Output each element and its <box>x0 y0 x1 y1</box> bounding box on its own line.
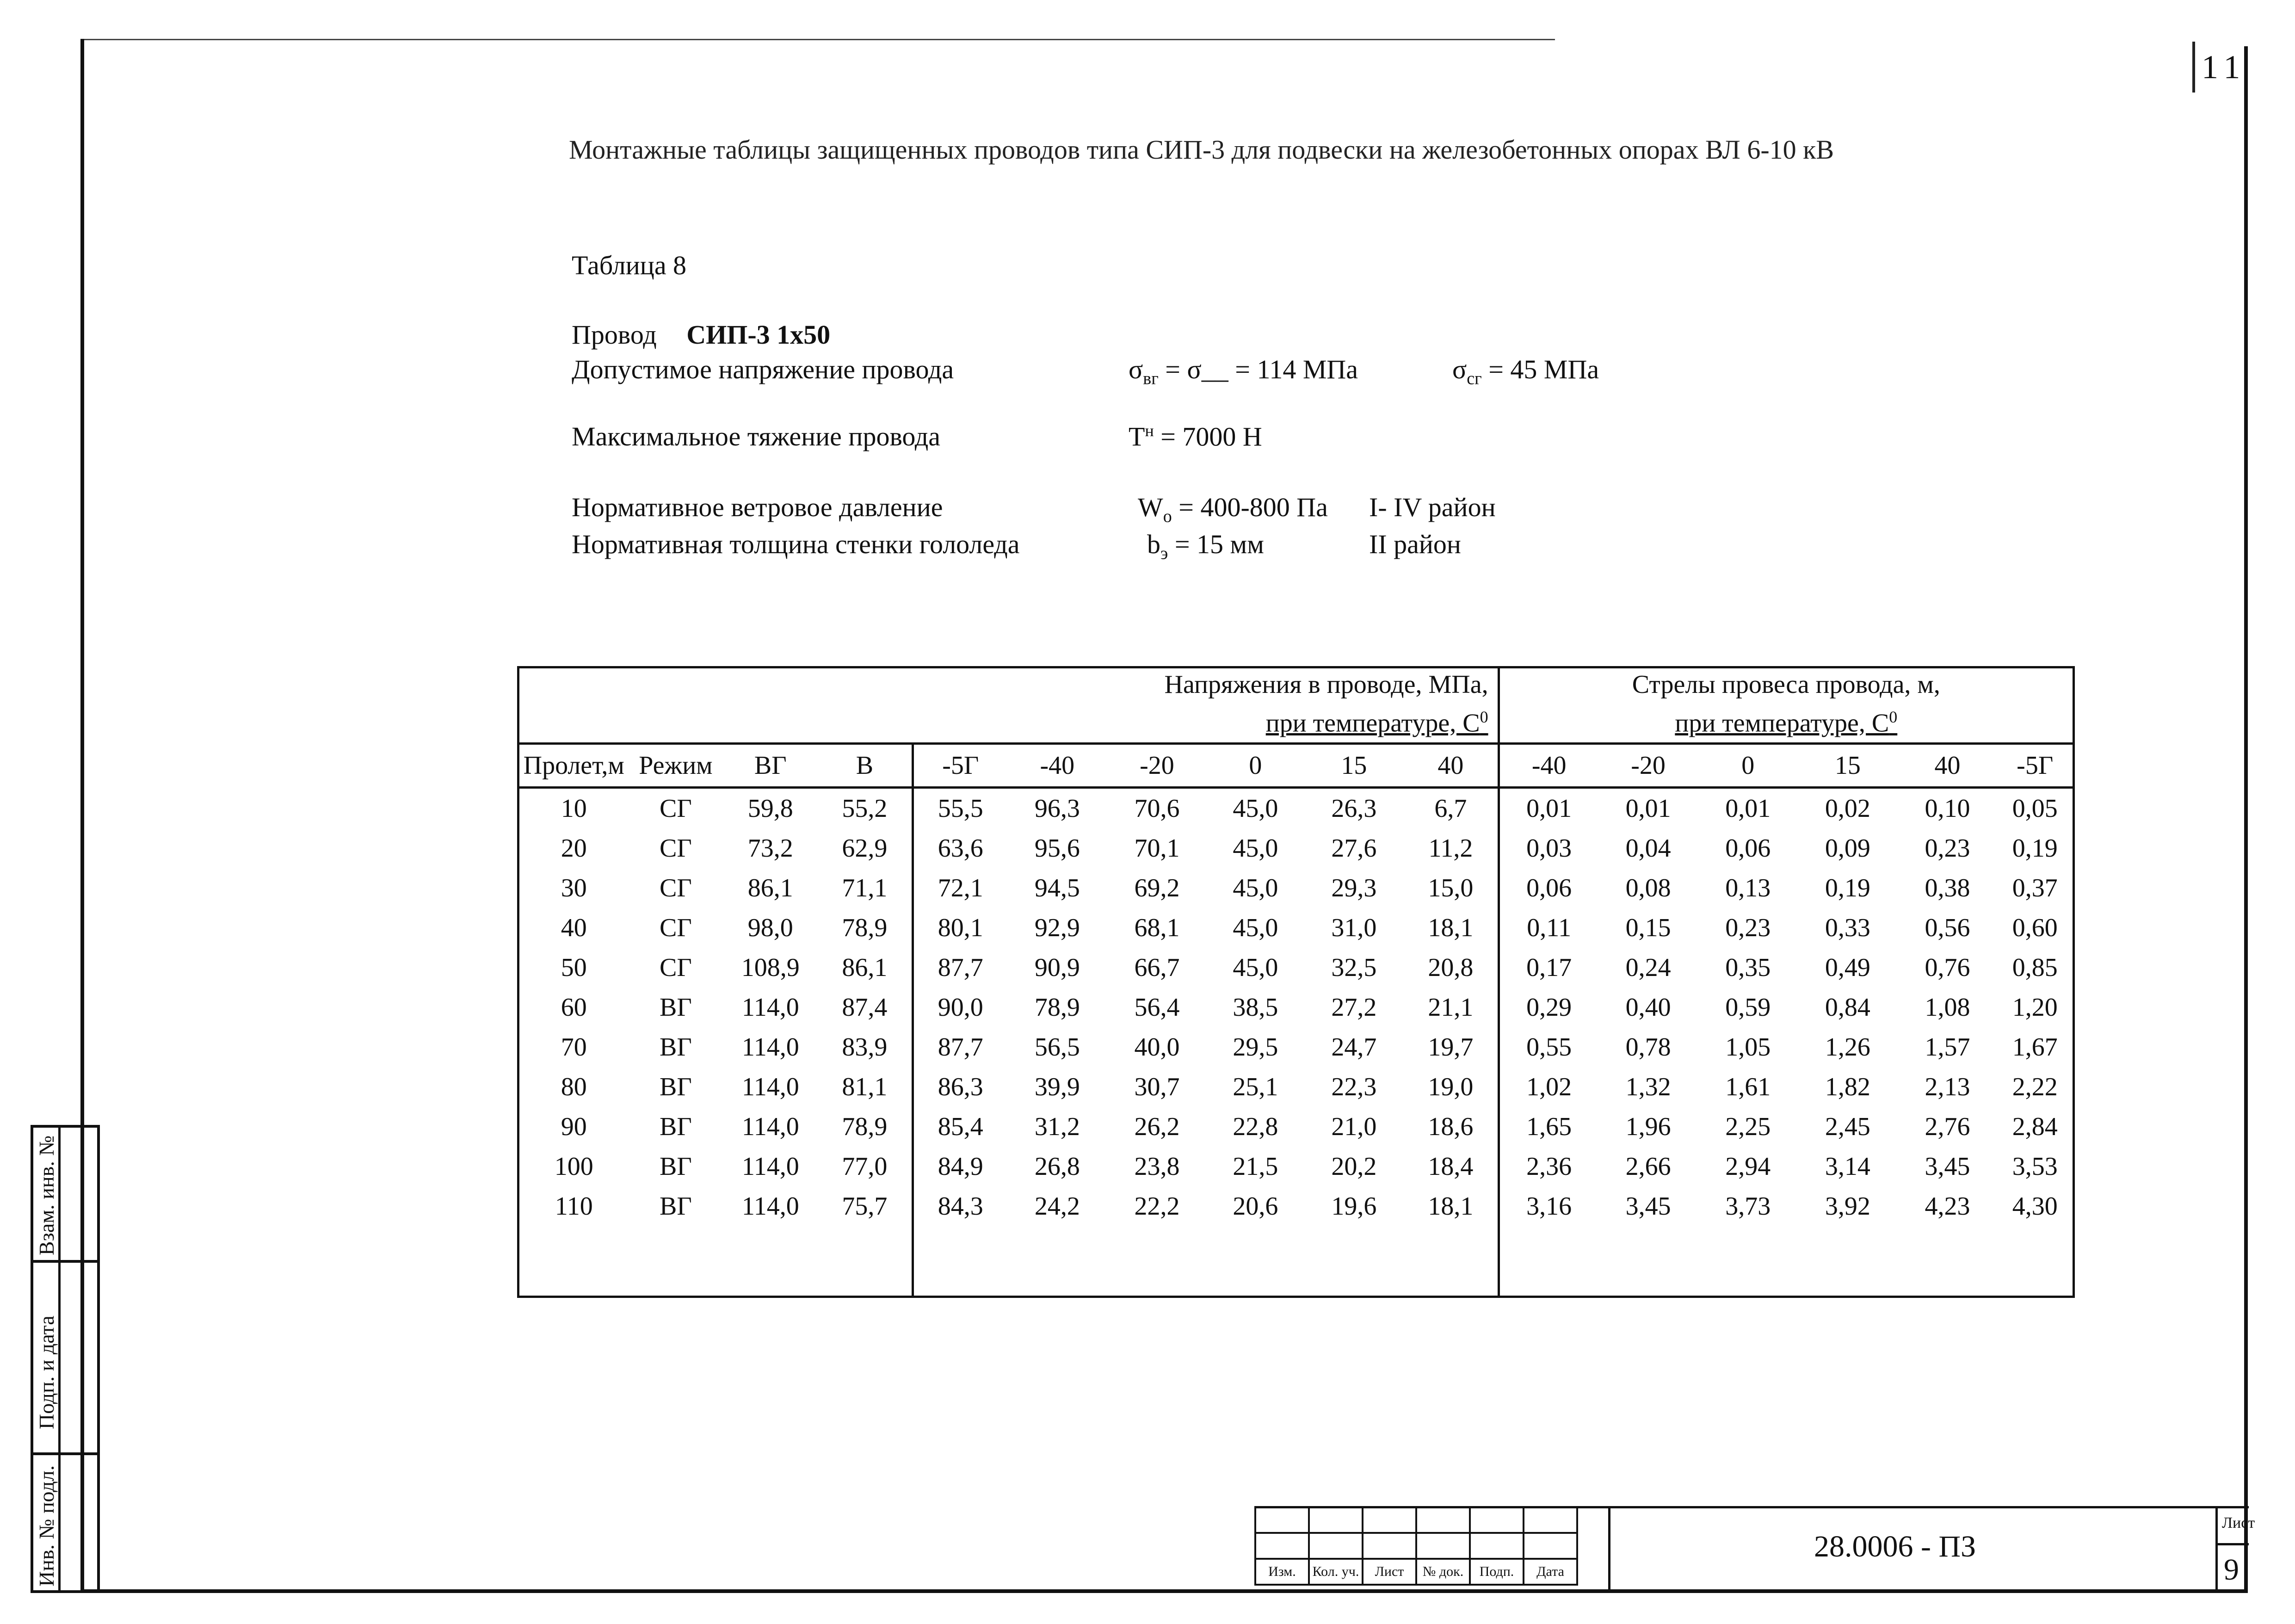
table-row <box>518 1107 2074 1147</box>
table-cell: 3,14 <box>1825 1152 1870 1181</box>
table-cell: 0,23 <box>1925 834 1970 863</box>
table-cell: 0,01 <box>1625 794 1671 823</box>
table-cell: 19,0 <box>1404 1067 1499 1107</box>
table-cell: 45,0 <box>1233 873 1278 902</box>
table-cell: 22,2 <box>1134 1192 1180 1221</box>
table-cell: 1,08 <box>1925 993 1970 1022</box>
table-cell: 0,23 <box>1725 913 1771 942</box>
table-cell: 0,06 <box>1725 834 1771 863</box>
table-cell: 0,59 <box>1725 993 1771 1022</box>
table-cell: 0,85 <box>1997 948 2073 988</box>
table-row <box>518 1027 2074 1067</box>
table-cell: 86,3 <box>938 1072 983 1101</box>
table-cell: 70,1 <box>1134 834 1180 863</box>
table-number: Таблица 8 <box>572 250 687 280</box>
table-cell: 45,0 <box>1233 834 1278 863</box>
table-cell: 69,2 <box>1134 873 1180 902</box>
table-cell: 71,1 <box>818 868 913 908</box>
table-cell: ВГ <box>660 1112 692 1141</box>
table-cell: ВГ <box>660 1072 692 1101</box>
table-cell: 1,82 <box>1825 1072 1870 1101</box>
table-cell: 1,61 <box>1725 1072 1771 1101</box>
header-sag-m5g: -5Г <box>1997 743 2073 787</box>
wind-value: $W_o = 400-800$ Па <box>1138 492 1328 526</box>
table-cell: 70 <box>518 1027 629 1067</box>
table-cell: 21,5 <box>1233 1152 1278 1181</box>
document-title: Монтажные таблицы защищенных проводов типа СИП-3 для подвески на железобетонных опорах ВЛ 6-10 кВ <box>569 135 1834 165</box>
table-cell: 55,2 <box>818 787 913 828</box>
header-stress-0: 0 <box>1207 743 1304 787</box>
table-cell: 0,06 <box>1526 873 1572 902</box>
table-cell: 4,23 <box>1925 1192 1970 1221</box>
table-cell: 87,7 <box>938 1032 983 1062</box>
table-cell: 50 <box>518 948 629 988</box>
table-cell: 0,05 <box>1997 787 2073 828</box>
rev-col-date: Дата <box>1524 1559 1577 1585</box>
table-cell: 2,66 <box>1625 1152 1671 1181</box>
table-cell: 1,96 <box>1625 1112 1671 1141</box>
table-cell: 40,0 <box>1134 1032 1180 1062</box>
table-cell: 1,65 <box>1526 1112 1572 1141</box>
table-cell: 3,45 <box>1925 1152 1970 1181</box>
table-cell: 62,9 <box>818 828 913 868</box>
table-cell: СГ <box>660 913 692 942</box>
table-cell: 0,13 <box>1725 873 1771 902</box>
table-cell: 18,1 <box>1404 908 1499 948</box>
table-cell: 1,67 <box>1997 1027 2073 1067</box>
table-cell: 83,9 <box>818 1027 913 1067</box>
table-cell: 3,45 <box>1625 1192 1671 1221</box>
table-row <box>518 1147 2074 1186</box>
table-cell: 77,0 <box>818 1147 913 1186</box>
table-cell: 2,25 <box>1725 1112 1771 1141</box>
wind-label: Нормативное ветровое давление <box>572 492 943 522</box>
title-block <box>1254 1506 2255 1593</box>
table-cell: 98,0 <box>747 913 793 942</box>
table-row <box>518 948 2074 988</box>
table-cell: 0,84 <box>1825 993 1870 1022</box>
table-cell: 96,3 <box>1034 794 1080 823</box>
table-cell: 2,13 <box>1925 1072 1970 1101</box>
table-cell: 19,7 <box>1404 1027 1499 1067</box>
table-cell: 0,11 <box>1527 913 1572 942</box>
sheet-cell-divider <box>2215 1543 2249 1545</box>
table-cell: 31,0 <box>1331 913 1377 942</box>
table-cell: 68,1 <box>1134 913 1180 942</box>
table-cell: 56,5 <box>1034 1032 1080 1062</box>
allowed-stress-a: $\sigma_{вг}$ = σ__ = 114 МПа <box>1129 354 1358 389</box>
table-cell: 1,05 <box>1725 1032 1771 1062</box>
table-cell: 20,6 <box>1233 1192 1278 1221</box>
wire-label: Провод <box>572 320 657 350</box>
table-cell: 29,5 <box>1233 1032 1278 1062</box>
table-cell: 26,2 <box>1134 1112 1180 1141</box>
sign-date-label: Подп. и дата <box>35 1315 58 1429</box>
table-cell: 24,2 <box>1034 1192 1080 1221</box>
table-cell: 1,32 <box>1625 1072 1671 1101</box>
ice-region: II район <box>1369 529 1461 559</box>
table-cell: 0,17 <box>1526 953 1572 982</box>
table-cell: 60 <box>518 988 629 1027</box>
table-cell: 0,03 <box>1526 834 1572 863</box>
header-stress-15: 15 <box>1304 743 1404 787</box>
table-cell: 80 <box>518 1067 629 1107</box>
table-cell: 1,57 <box>1925 1032 1970 1062</box>
frame-top-border <box>84 39 1555 40</box>
table-cell: 25,1 <box>1233 1072 1278 1101</box>
table-cell: 19,6 <box>1331 1192 1377 1221</box>
header-sag-0: 0 <box>1698 743 1798 787</box>
table-cell: 30,7 <box>1134 1072 1180 1101</box>
sag-group-header: Стрелы провеса провода, м, при температуре, $С^0$ <box>1499 667 2073 744</box>
replace-inv-label: Взам. инв. № <box>35 1135 58 1255</box>
table-cell: 22,3 <box>1331 1072 1377 1101</box>
table-cell: 20,8 <box>1404 948 1499 988</box>
document-code: 28.0006 - ПЗ <box>1814 1530 1976 1563</box>
table-cell: 2,45 <box>1825 1112 1870 1141</box>
table-cell: 1,02 <box>1526 1072 1572 1101</box>
rev-col-sheet: Лист <box>1363 1559 1416 1585</box>
table-cell: 15,0 <box>1404 868 1499 908</box>
column-header-row <box>518 743 2074 787</box>
table-cell: 20,2 <box>1331 1152 1377 1181</box>
table-cell: 32,5 <box>1331 953 1377 982</box>
table-cell: 2,84 <box>1997 1107 2073 1147</box>
table-cell: 26,3 <box>1331 794 1377 823</box>
table-cell: 0,37 <box>1997 868 2073 908</box>
wire-line <box>572 319 830 350</box>
table-spacer-row <box>518 1226 2074 1297</box>
table-cell: 18,6 <box>1404 1107 1499 1147</box>
table-cell: 21,0 <box>1331 1112 1377 1141</box>
table-cell: 81,1 <box>818 1067 913 1107</box>
table-cell: 114,0 <box>741 1192 799 1221</box>
table-cell: 2,22 <box>1997 1067 2073 1107</box>
table-cell: 72,1 <box>938 873 983 902</box>
table-cell: 45,0 <box>1233 913 1278 942</box>
revision-grid <box>1254 1506 1578 1586</box>
rev-col-sign: Подп. <box>1470 1559 1524 1585</box>
table-cell: 78,9 <box>1034 993 1080 1022</box>
header-stress-m5g: -5Г <box>913 743 1007 787</box>
table-cell: 90 <box>518 1107 629 1147</box>
table-row <box>518 787 2074 828</box>
header-mode: Режим <box>628 743 723 787</box>
table-cell: 85,4 <box>938 1112 983 1141</box>
table-cell: ВГ <box>660 993 692 1022</box>
table-cell: 3,73 <box>1725 1192 1771 1221</box>
table-cell: 18,4 <box>1404 1147 1499 1186</box>
corner-mark: 11 <box>2192 42 2246 93</box>
table-row <box>518 868 2074 908</box>
left-stamp-divider <box>31 1260 100 1263</box>
table-cell: 0,35 <box>1725 953 1771 982</box>
table-cell: 29,3 <box>1331 873 1377 902</box>
header-span: Пролет,м <box>518 743 629 787</box>
table-cell: 114,0 <box>741 1152 799 1181</box>
table-cell: 0,02 <box>1825 794 1870 823</box>
table-cell: 0,19 <box>1997 828 2073 868</box>
max-tension-value: $T^н = 7000$ Н <box>1129 421 1262 452</box>
table-cell: 0,55 <box>1526 1032 1572 1062</box>
table-cell: 95,6 <box>1034 834 1080 863</box>
header-v: В <box>818 743 913 787</box>
table-cell: 1,26 <box>1825 1032 1870 1062</box>
table-cell: 114,0 <box>741 1072 799 1101</box>
table-cell: СГ <box>660 953 692 982</box>
allowed-stress-b: $\sigma_{сг} = 45$ МПа <box>1452 354 1599 389</box>
table-cell: 20 <box>518 828 629 868</box>
table-cell: 87,4 <box>818 988 913 1027</box>
table-cell: 27,2 <box>1331 993 1377 1022</box>
table-cell: 114,0 <box>741 1112 799 1141</box>
table-cell: 6,7 <box>1404 787 1499 828</box>
table-cell: 0,49 <box>1825 953 1870 982</box>
table-cell: 0,01 <box>1725 794 1771 823</box>
table-cell: 3,16 <box>1526 1192 1572 1221</box>
table-cell: 0,10 <box>1925 794 1970 823</box>
table-cell: ВГ <box>660 1152 692 1181</box>
table-cell: 0,38 <box>1925 873 1970 902</box>
table-cell: 0,01 <box>1526 794 1572 823</box>
header-stress-m40: -40 <box>1007 743 1107 787</box>
table-cell: 21,1 <box>1404 988 1499 1027</box>
stress-group-header: Напряжения в проводе, МПа, при температуре, $С^0$ <box>913 667 1499 744</box>
table-cell: 80,1 <box>938 913 983 942</box>
table-body <box>518 787 2074 1297</box>
table-cell: 92,9 <box>1034 913 1080 942</box>
table-cell: 18,1 <box>1404 1186 1499 1226</box>
table-cell: 2,36 <box>1526 1152 1572 1181</box>
table-cell: 84,9 <box>938 1152 983 1181</box>
rev-col-docno: № док. <box>1416 1559 1470 1585</box>
table-row <box>518 1186 2074 1226</box>
inv-no-orig-label: Инв. № подл. <box>35 1465 58 1587</box>
rev-col-change: Изм. <box>1255 1559 1309 1585</box>
table-cell: 87,7 <box>938 953 983 982</box>
allowed-stress-label: Допустимое напряжение провода <box>572 354 954 384</box>
table-cell: 3,92 <box>1825 1192 1870 1221</box>
wire-value: СИП-3 1x50 <box>686 320 831 350</box>
table-cell: 0,40 <box>1625 993 1671 1022</box>
sheet-number: 9 <box>2224 1553 2239 1587</box>
table-cell: 24,7 <box>1331 1032 1377 1062</box>
table-cell: 2,76 <box>1925 1112 1970 1141</box>
table-cell: 0,19 <box>1825 873 1870 902</box>
table-cell: 86,1 <box>747 873 793 902</box>
left-stamp-divider <box>31 1452 100 1455</box>
table-cell: 2,94 <box>1725 1152 1771 1181</box>
table-cell: 30 <box>518 868 629 908</box>
max-tension-label: Максимальное тяжение провода <box>572 421 941 451</box>
table-cell: СГ <box>660 834 692 863</box>
table-cell: 27,6 <box>1331 834 1377 863</box>
table-cell: 1,20 <box>1997 988 2073 1027</box>
sheet-label: Лист <box>2222 1514 2255 1531</box>
header-sag-m20: -20 <box>1598 743 1698 787</box>
table-cell: 0,33 <box>1825 913 1870 942</box>
table-cell: 66,7 <box>1134 953 1180 982</box>
table-cell: 0,15 <box>1625 913 1671 942</box>
table-cell: 26,8 <box>1034 1152 1080 1181</box>
table-cell: 70,6 <box>1134 794 1180 823</box>
table-cell: 114,0 <box>741 1032 799 1062</box>
table-cell: 73,2 <box>747 834 793 863</box>
table-cell: ВГ <box>660 1192 692 1221</box>
table-cell: 94,5 <box>1034 873 1080 902</box>
table-cell: 56,4 <box>1134 993 1180 1022</box>
header-sag-40: 40 <box>1898 743 1998 787</box>
ice-label: Нормативная толщина стенки гололеда <box>572 529 1020 559</box>
table-cell: 22,8 <box>1233 1112 1278 1141</box>
table-cell: 90,9 <box>1034 953 1080 982</box>
table-cell: 23,8 <box>1134 1152 1180 1181</box>
table-cell: 114,0 <box>741 993 799 1022</box>
ice-value: $b_э = 15$ мм <box>1147 529 1264 563</box>
header-sag-15: 15 <box>1798 743 1898 787</box>
table-cell: 0,76 <box>1925 953 1970 982</box>
table-cell: 78,9 <box>818 1107 913 1147</box>
table-cell: 108,9 <box>741 953 800 982</box>
wind-region: I- IV район <box>1369 492 1496 522</box>
table-cell: 84,3 <box>938 1192 983 1221</box>
table-cell: 0,09 <box>1825 834 1870 863</box>
table-cell: 0,78 <box>1625 1032 1671 1062</box>
table-cell: 86,1 <box>818 948 913 988</box>
header-stress-40: 40 <box>1404 743 1499 787</box>
header-vg: ВГ <box>723 743 818 787</box>
table-cell: 0,56 <box>1925 913 1970 942</box>
title-block-divider <box>1608 1506 1610 1593</box>
table-cell: 11,2 <box>1404 828 1499 868</box>
table-cell: 45,0 <box>1233 953 1278 982</box>
table-cell: 10 <box>518 787 629 828</box>
table-cell: 100 <box>518 1147 629 1186</box>
table-cell: 63,6 <box>938 834 983 863</box>
table-cell: 0,08 <box>1625 873 1671 902</box>
table-cell: 31,2 <box>1034 1112 1080 1141</box>
table-cell: СГ <box>660 873 692 902</box>
table-cell: 59,8 <box>747 794 793 823</box>
table-row <box>518 988 2074 1027</box>
table-cell: 110 <box>518 1186 629 1226</box>
table-row <box>518 828 2074 868</box>
table-cell: 3,53 <box>1997 1147 2073 1186</box>
table-cell: 90,0 <box>938 993 983 1022</box>
header-sag-m40: -40 <box>1499 743 1598 787</box>
table-cell: 0,60 <box>1997 908 2073 948</box>
table-cell: 0,29 <box>1526 993 1572 1022</box>
table-cell: 38,5 <box>1233 993 1278 1022</box>
table-cell: 4,30 <box>1997 1186 2073 1226</box>
rev-col-qty: Кол. уч. <box>1309 1559 1363 1585</box>
table-row <box>518 1067 2074 1107</box>
header-stress-m20: -20 <box>1107 743 1207 787</box>
table-cell: 55,5 <box>938 794 983 823</box>
table-row <box>518 908 2074 948</box>
table-cell: 78,9 <box>818 908 913 948</box>
table-cell: 0,04 <box>1625 834 1671 863</box>
sag-tension-table <box>517 666 2075 1298</box>
table-cell: 45,0 <box>1233 794 1278 823</box>
table-cell: СГ <box>660 794 692 823</box>
table-cell: 39,9 <box>1034 1072 1080 1101</box>
table-cell: 40 <box>518 908 629 948</box>
frame-right-border <box>2244 46 2248 1593</box>
table-cell: 0,24 <box>1625 953 1671 982</box>
table-cell: ВГ <box>660 1032 692 1062</box>
table-cell: 75,7 <box>818 1186 913 1226</box>
